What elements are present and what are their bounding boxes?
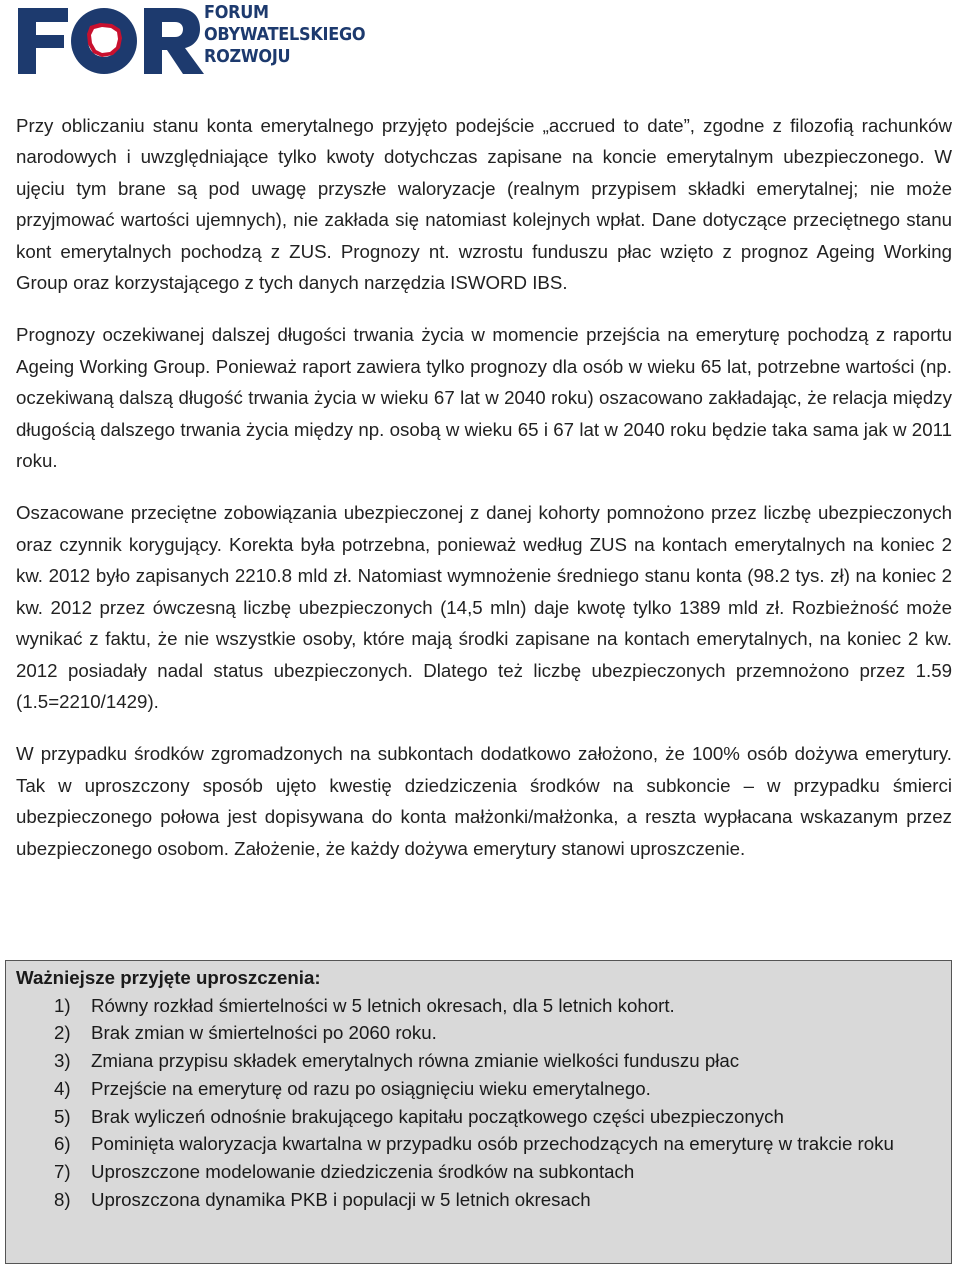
list-item-text: Uproszczone modelowanie dziedziczenia środków na subkontach [91, 1160, 635, 1182]
for-logo-mark-icon [16, 2, 206, 78]
simplifications-box [5, 960, 952, 1264]
list-item-number: 8) [54, 1188, 71, 1210]
list-item-number: 7) [54, 1160, 71, 1182]
list-item-text: Równy rozkład śmiertelności w 5 letnich okresach, dla 5 letnich kohort. [91, 994, 675, 1016]
paragraph-1: Przy obliczaniu stanu konta emerytalnego przyjęto podejście „accrued to date”, zgodne z filozofią rachunków narodowych i uwzględniające tylko kwoty dotychczas zapisane na koncie emerytalnym ubezpieczonego. W ujęciu tym brane są pod uwagę przyszłe waloryzacje (realnym przypisem składki emerytalnej; nie może przyjmować wartości ujemnych), nie zakłada się natomiast kolejnych wpłat. Dane dotyczące przeciętnego stanu kont emerytalnych pochodzą z ZUS. Prognozy nt. wzrostu funduszu płac wzięto z prognoz Ageing Working Group oraz korzystającego z tych danych narzędzia ISWORD IBS. [16, 115, 952, 294]
list-item-number: 3) [54, 1050, 71, 1072]
document-body [16, 110, 952, 885]
paragraph-2: Prognozy oczekiwanej dalszej długości trwania życia w momencie przejścia na emeryturę pochodzą z raportu Ageing Working Group. Ponieważ raport zawiera tylko prognozy dla osób w wieku 65 lat, potrzebne wartości (np. oczekiwaną dalszą długość trwania życia w wieku 67 lat w 2040 roku) oszacowano zakładając, że relacja między długością dalszego trwania życia między np. osobą w wieku 65 i 67 lat w 2040 roku będzie taka sama jak w 2011 roku. [16, 324, 952, 472]
list-item-text: Pominięta waloryzacja kwartalna w przypadku osób przechodzących na emeryturę w trakcie roku [91, 1133, 894, 1155]
list-item-number: 5) [54, 1105, 71, 1127]
list-item-text: Uproszczona dynamika PKB i populacji w 5 letnich okresach [91, 1188, 591, 1210]
list-item-number: 1) [54, 994, 71, 1016]
list-item [16, 1075, 941, 1103]
paragraph-3: Oszacowane przeciętne zobowiązania ubezpieczonej z danej kohorty pomnożono przez liczbę ubezpieczonych oraz czynnik korygujący. Korekta była potrzebna, ponieważ według ZUS na kontach emerytalnych na koniec 2 kw. 2012 było zapisanych 2210.8 mld zł. Natomiast wymnożenie średniego stanu konta (98.2 tys. zł) na koniec 2 kw. 2012 przez ówczesną liczbę ubezpieczonych (14,5 mln) daje kwotę tylko 1389 mld zł. Rozbieżność może wynikać z faktu, że nie wszystkie osoby, które mają środki zapisane na kontach emerytalnych, na koniec 2 kw. 2012 posiadały nadal status ubezpieczonych. Dlatego też liczbę ubezpieczonych przemnożono przez 1.59 (1.5=2210/1429). [16, 502, 952, 712]
list-item [16, 1186, 941, 1214]
paragraph-4: W przypadku środków zgromadzonych na subkontach dodatkowo założono, że 100% osób dożywa emerytury. Tak w uproszczony sposób ujęto kwestię dziedziczenia środków na subkoncie – w przypadku śmierci ubezpieczonego połowa jest dopisywana do konta małżonki/małżonka, a reszta wypłacana wskazanym przez ubezpieczonego osobom. Założenie, że każdy dożywa emerytury stanowi uproszczenie. [16, 743, 952, 859]
list-item [16, 1130, 941, 1158]
logo-line-1: FORUM [204, 3, 269, 23]
list-item-text: Przejście na emeryturę od razu po osiągnięciu wieku emerytalnego. [91, 1077, 651, 1099]
list-item [16, 1103, 941, 1131]
list-item-text: Zmiana przypisu składek emerytalnych równa zmianie wielkości funduszu płac [91, 1050, 740, 1072]
list-item-number: 2) [54, 1022, 71, 1044]
list-item [16, 1019, 941, 1047]
logo-text [204, 2, 365, 68]
list-item-text: Brak wyliczeń odnośnie brakującego kapitału początkowego części ubezpieczonych [91, 1105, 784, 1127]
simplifications-list [16, 992, 941, 1214]
list-item-number: 6) [54, 1133, 71, 1155]
logo-line-2: OBYWATELSKIEGO [204, 25, 366, 45]
list-item-text: Brak zmian w śmiertelności po 2060 roku. [91, 1022, 437, 1044]
list-item [16, 1158, 941, 1186]
logo-line-3: ROZWOJU [204, 47, 291, 67]
forum-logo [16, 2, 376, 78]
box-title: Ważniejsze przyjęte uproszczenia: [16, 967, 321, 988]
list-item [16, 1047, 941, 1075]
list-item-number: 4) [54, 1077, 71, 1099]
list-item [16, 992, 941, 1020]
